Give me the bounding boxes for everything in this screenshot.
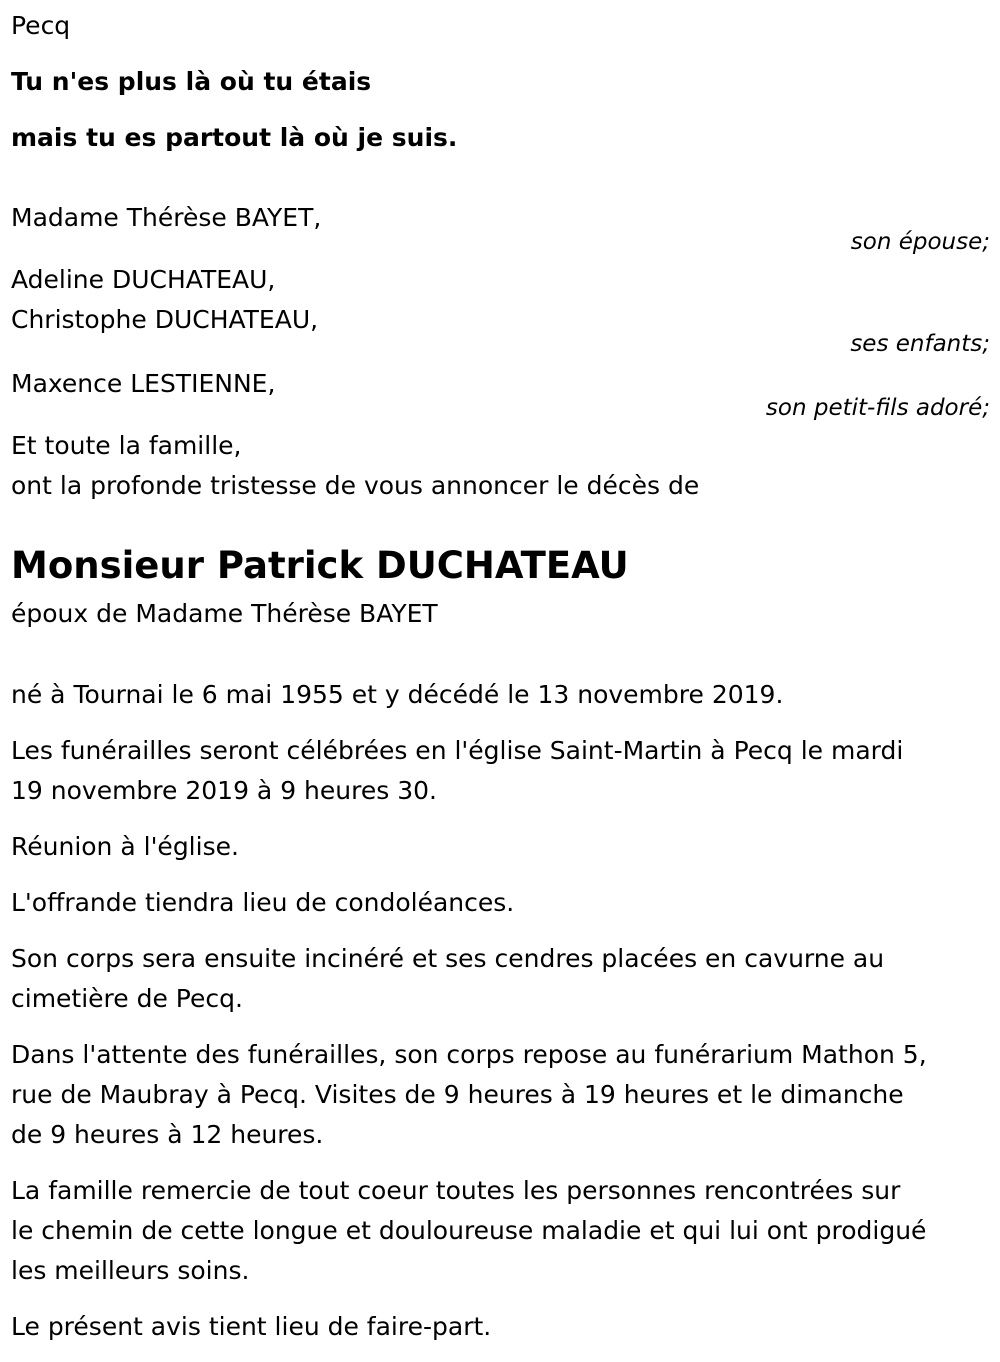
thanks-paragraph: La famille remercie de tout coeur toutes les personnes rencontrées sur le chemin de cette longue et douloureuse maladie et qui lui ont prodigué les meilleurs soins. xyxy=(11,1176,927,1285)
deceased-name: Monsieur Patrick DUCHATEAU xyxy=(11,544,629,587)
meeting-paragraph: Réunion à l'église. xyxy=(11,832,239,861)
quote-line-1: Tu n'es plus là où tu étais xyxy=(11,67,372,96)
quote-line-2: mais tu es partout là où je suis. xyxy=(11,123,458,152)
family-member-name: Christophe DUCHATEAU, xyxy=(11,305,319,334)
announcement-line-2: ont la profonde tristesse de vous annoncer le décès de xyxy=(11,471,700,500)
family-member-name: Adeline DUCHATEAU, xyxy=(11,265,276,294)
notice-paragraph: Le présent avis tient lieu de faire-part. xyxy=(11,1312,492,1341)
location-label: Pecq xyxy=(11,11,71,40)
cremation-paragraph: Son corps sera ensuite incinéré et ses cendres placées en cavurne au cimetière de Pecq. xyxy=(11,944,885,1013)
deceased-spouse-line: époux de Madame Thérèse BAYET xyxy=(11,599,438,628)
family-role-label: son petit-fils adoré; xyxy=(765,395,990,421)
family-member-name: Madame Thérèse BAYET, xyxy=(11,203,322,232)
family-member-name: Maxence LESTIENNE, xyxy=(11,369,276,398)
birth-death-paragraph: né à Tournai le 6 mai 1955 et y décédé le 13 novembre 2019. xyxy=(11,680,784,709)
visitation-paragraph: Dans l'attente des funérailles, son corps repose au funérarium Mathon 5, rue de Maubray à Pecq. Visites de 9 heures à 19 heures et le dimanche de 9 heures à 12 heures. xyxy=(11,1040,927,1149)
family-role-label: son épouse; xyxy=(850,229,990,255)
funeral-paragraph: Les funérailles seront célébrées en l'église Saint-Martin à Pecq le mardi 19 novembre 2019 à 9 heures 30. xyxy=(11,736,904,805)
announcement-line-1: Et toute la famille, xyxy=(11,431,242,460)
obituary-notice xyxy=(11,0,990,1362)
family-role-label: ses enfants; xyxy=(850,331,990,357)
offering-paragraph: L'offrande tiendra lieu de condoléances. xyxy=(11,888,515,917)
